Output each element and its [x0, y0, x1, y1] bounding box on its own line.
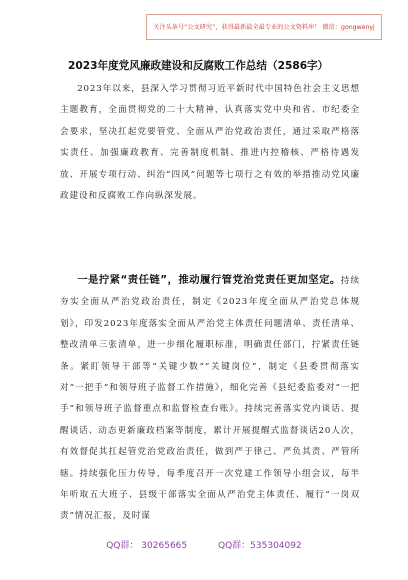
header-banner: 关注头条号“公文研究”，获得最新最全最专业的公文资料库！ 微信：gongwenyj — [146, 14, 382, 40]
footer-qq-group-1: QQ群： 30265665 — [106, 541, 188, 551]
section1-paragraph — [60, 270, 360, 528]
footer-contacts — [0, 538, 408, 551]
intro-paragraph: 2023年以来，县深入学习贯彻习近平新时代中国特色社会主义思想主题教育，全面贯彻党的二十大精神，认真落实党中央和省、市纪委全会要求，坚决扛起党要管党、全面从严治党政治责任，通过采取严格落实责任、加强廉政教育、完善制度机制、推进内控稽核、严格待遇发放、开展专项行动、纠治“四风”问题等七项行之有效的举措推动党风廉政建设和反腐败工作向纵深发展。 — [60, 84, 360, 202]
section1-heading: 一是拧紧“责任链”，推动履行管党治党责任更加坚定。 — [77, 274, 341, 286]
footer-qq-group-2: QQ群：535304092 — [218, 541, 302, 551]
section1-body: 持续夯实全面从严治党政治责任，制定《2023年度全面从严治党总体规划》，印发2023年度落实全面从严治党主体责任问题清单、责任清单、整改清单三张清单，进一步细化履职标准，明确责任部门，拧紧责任链条。紧盯领导干部等“关键少数”“关键岗位”，制定《县委贯彻落实对“一把手”和领导班子监督工作措施》，细化完善《县纪委监委对“一把手”和领导班子监督重点和监督检查台账》。持续完善落实党内谈话、提醒谈话、动态更新廉政档案等制度，累计开展提醒式监督谈话20人次，有效督促其扛起管党治党政治责任，做到严于律己、严负其责、严管所辖。持续强化压力传导，每季度召开一次党建工作领导小组会议，每半年听取五大班子、县级干部落实全面从严治党主体责任、履行“一岗双责”情况汇报，及时谋 — [60, 276, 360, 522]
document-title: 2023年度党风廉政建设和反腐败工作总结（2586字） — [68, 60, 329, 72]
